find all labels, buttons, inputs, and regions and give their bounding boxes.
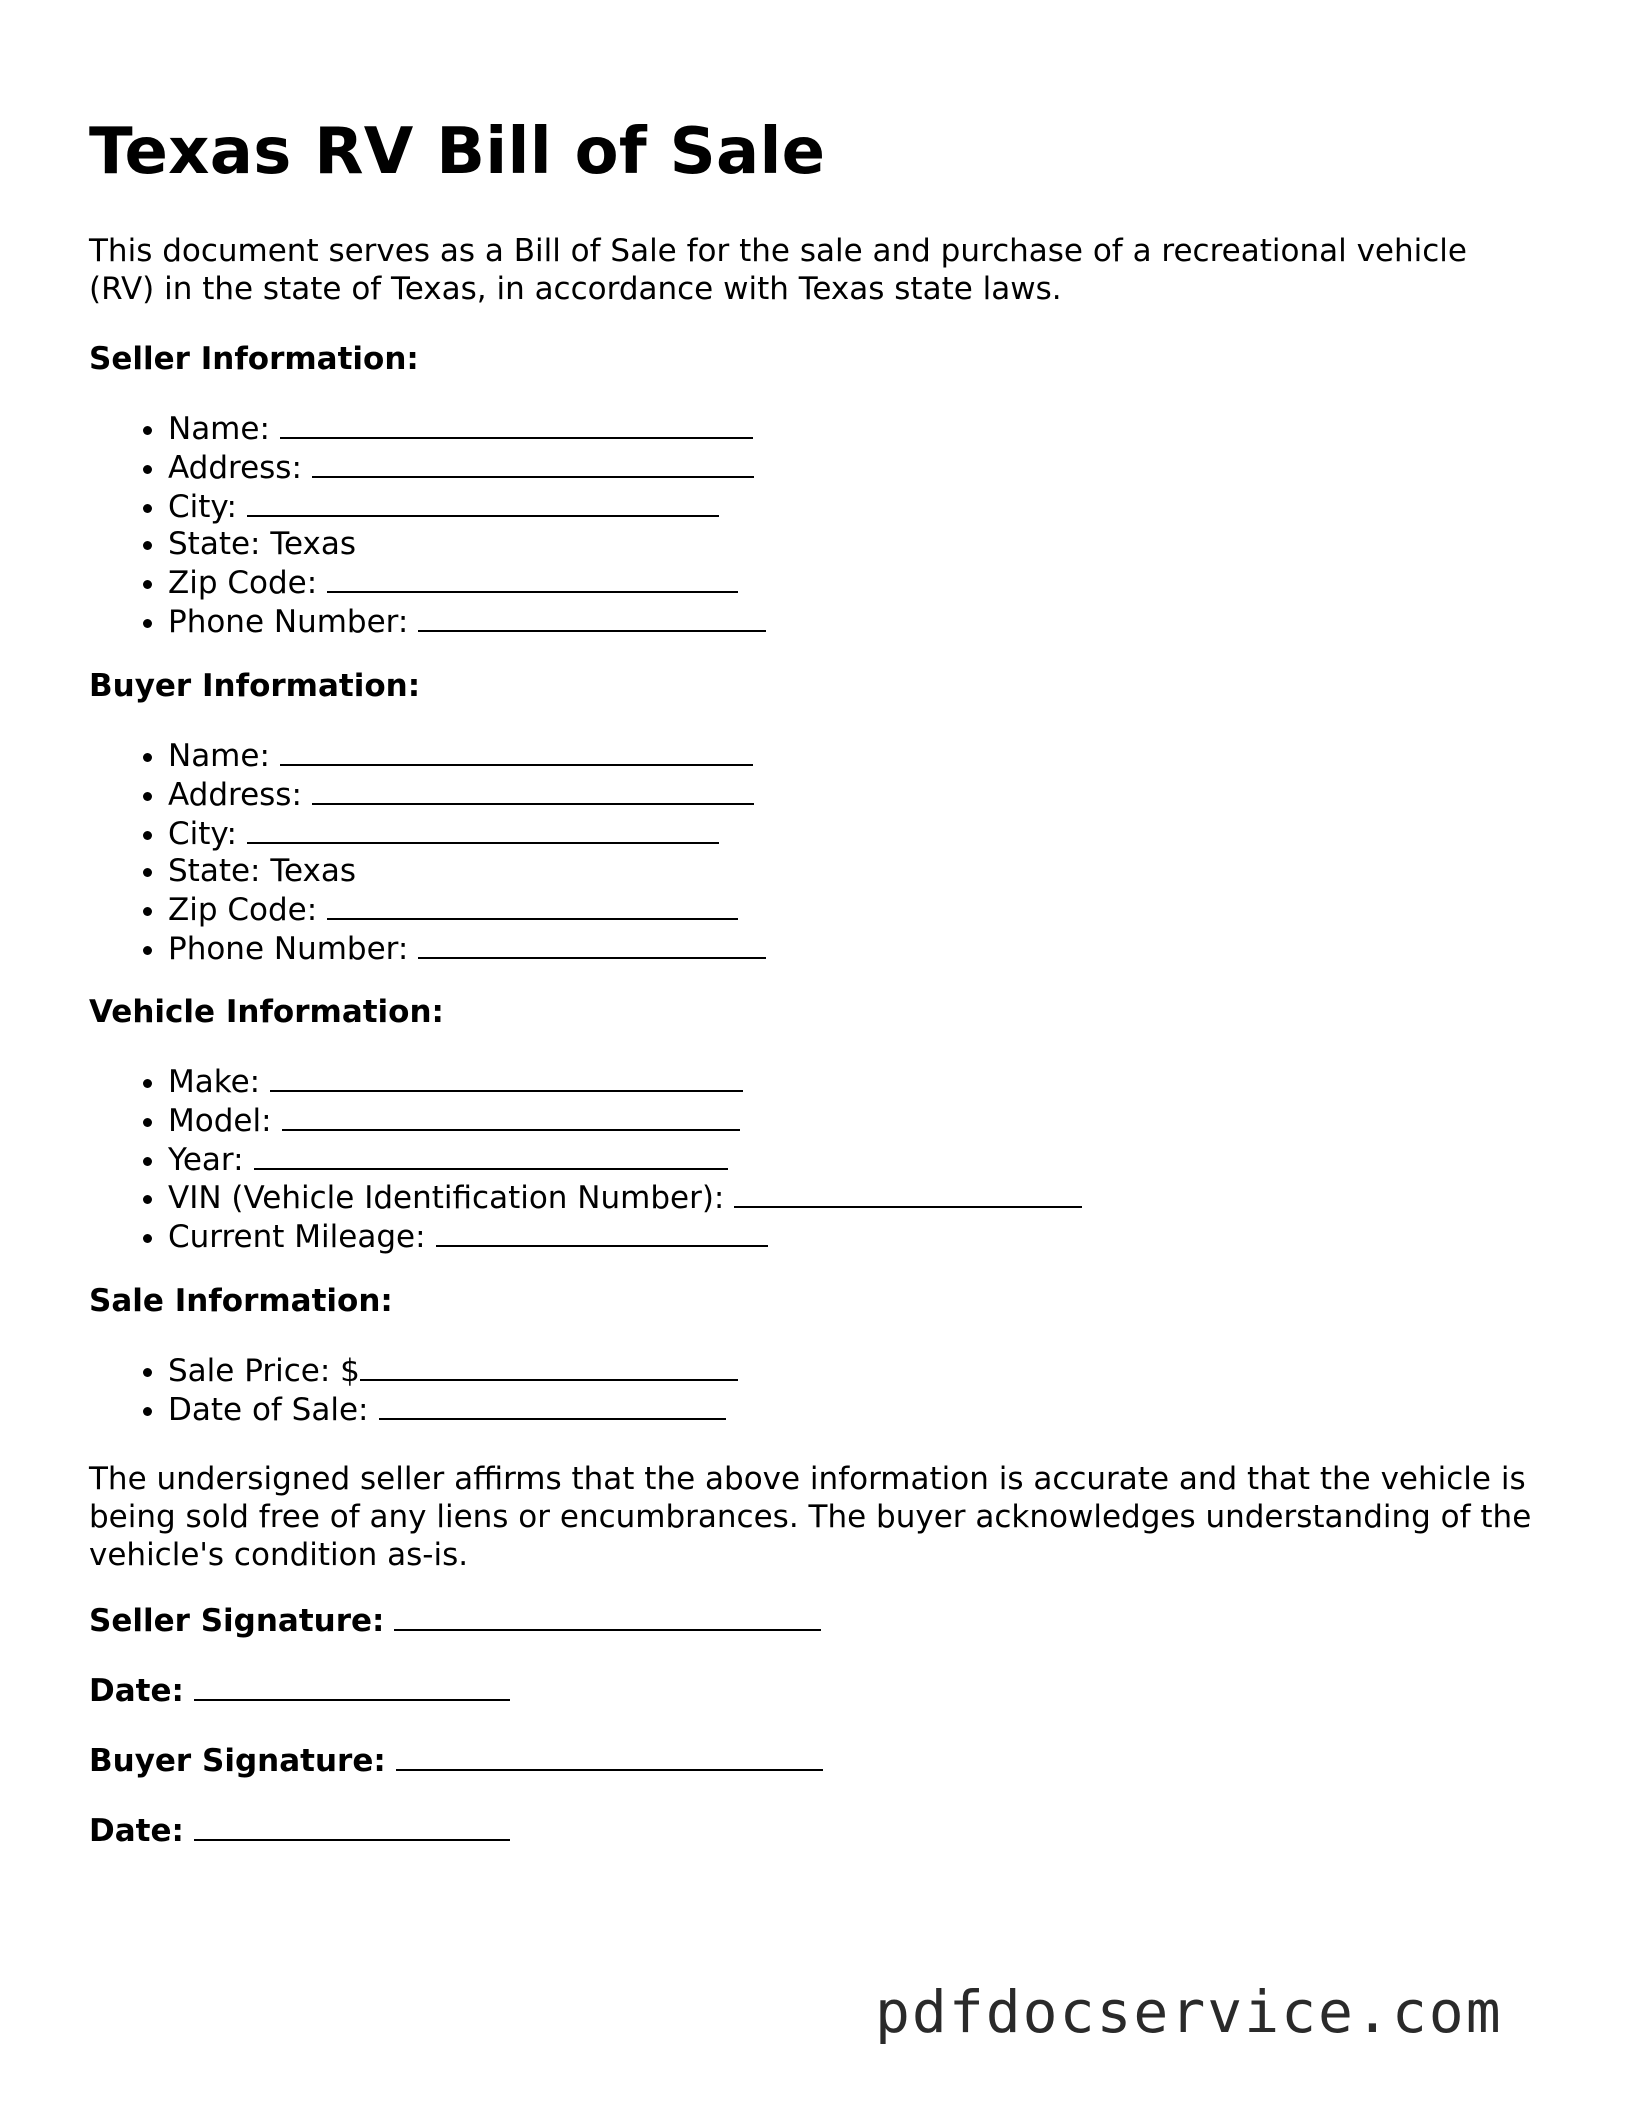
vehicle-year-line[interactable]	[254, 1141, 728, 1170]
seller-address-line[interactable]	[312, 449, 754, 478]
buyer-heading: Buyer Information:	[89, 668, 421, 704]
seller-phone-line[interactable]	[418, 603, 766, 632]
seller-zip-item	[168, 564, 766, 603]
seller-city-item	[168, 488, 766, 527]
buyer-signature-line[interactable]	[396, 1742, 823, 1771]
seller-signature-row	[89, 1602, 821, 1640]
vehicle-year-item	[168, 1141, 1082, 1180]
seller-heading: Seller Information:	[89, 341, 419, 377]
sale-price-label: Sale Price: $	[168, 1353, 360, 1389]
intro-paragraph: This document serves as a Bill of Sale for the sale and purchase of a recreational vehicle (RV) in the state of Texas, in accordance with Texas state laws.	[89, 233, 1467, 307]
buyer-date-row	[89, 1812, 510, 1850]
vehicle-year-label: Year:	[168, 1141, 244, 1178]
buyer-phone-label: Phone Number:	[168, 930, 409, 967]
sale-price-line[interactable]	[360, 1352, 738, 1381]
buyer-city-label: City:	[168, 815, 237, 852]
buyer-state-label: State: Texas	[168, 853, 357, 890]
buyer-zip-line[interactable]	[327, 891, 738, 920]
vehicle-make-line[interactable]	[270, 1063, 743, 1092]
vehicle-mileage-item	[168, 1218, 1082, 1257]
buyer-date-line[interactable]	[194, 1812, 510, 1841]
vehicle-heading: Vehicle Information:	[89, 994, 444, 1030]
sale-fields-list	[89, 1352, 738, 1430]
seller-zip-label: Zip Code:	[168, 565, 318, 602]
sale-date-line[interactable]	[379, 1391, 726, 1420]
seller-phone-item	[168, 603, 766, 642]
buyer-phone-item	[168, 930, 766, 969]
vehicle-model-line[interactable]	[282, 1102, 740, 1131]
buyer-fields-list	[89, 737, 766, 969]
seller-zip-line[interactable]	[327, 564, 738, 593]
seller-city-line[interactable]	[247, 488, 719, 517]
seller-date-row	[89, 1672, 510, 1710]
seller-name-item	[168, 410, 766, 449]
buyer-name-line[interactable]	[280, 737, 753, 766]
seller-phone-label: Phone Number:	[168, 603, 409, 640]
vehicle-make-item	[168, 1063, 1082, 1102]
seller-address-item	[168, 449, 766, 488]
seller-name-label: Name:	[168, 411, 270, 447]
buyer-state-item	[168, 853, 766, 891]
buyer-zip-label: Zip Code:	[168, 892, 318, 929]
watermark-text: pdfdocservice.com	[875, 1978, 1503, 2046]
buyer-name-item	[168, 737, 766, 776]
buyer-address-line[interactable]	[312, 776, 754, 805]
vehicle-mileage-label: Current Mileage:	[168, 1219, 426, 1256]
buyer-address-label: Address:	[168, 776, 302, 813]
vehicle-model-label: Model:	[168, 1102, 272, 1139]
vehicle-vin-line[interactable]	[734, 1179, 1082, 1208]
seller-address-label: Address:	[168, 449, 302, 486]
seller-date-line[interactable]	[194, 1672, 510, 1701]
sale-date-label: Date of Sale:	[168, 1391, 369, 1428]
vehicle-model-item	[168, 1102, 1082, 1141]
buyer-date-label: Date:	[89, 1813, 184, 1849]
seller-signature-label: Seller Signature:	[89, 1603, 385, 1639]
vehicle-vin-item	[168, 1179, 1082, 1218]
seller-fields-list	[89, 410, 766, 642]
buyer-name-label: Name:	[168, 738, 270, 774]
closing-paragraph: The undersigned seller affirms that the above information is accurate and that the vehicle is being sold free of any liens or encumbrances. The buyer acknowledges understanding of the vehicle's condition as-is.	[89, 1461, 1532, 1573]
document-title: Texas RV Bill of Sale	[89, 115, 826, 189]
buyer-address-item	[168, 776, 766, 815]
vehicle-fields-list	[89, 1063, 1082, 1257]
buyer-signature-label: Buyer Signature:	[89, 1743, 386, 1779]
buyer-signature-row	[89, 1742, 823, 1780]
seller-state-item	[168, 526, 766, 564]
buyer-zip-item	[168, 891, 766, 930]
seller-state-label: State: Texas	[168, 526, 357, 563]
buyer-city-item	[168, 815, 766, 854]
vehicle-make-label: Make:	[168, 1064, 261, 1100]
seller-date-label: Date:	[89, 1673, 184, 1709]
seller-city-label: City:	[168, 488, 237, 525]
seller-name-line[interactable]	[280, 410, 753, 439]
vehicle-mileage-line[interactable]	[436, 1218, 768, 1247]
seller-signature-line[interactable]	[394, 1602, 821, 1631]
vehicle-vin-label: VIN (Vehicle Identification Number):	[168, 1180, 725, 1217]
buyer-city-line[interactable]	[247, 815, 719, 844]
sale-heading: Sale Information:	[89, 1283, 393, 1319]
sale-price-item	[168, 1352, 738, 1391]
buyer-phone-line[interactable]	[418, 930, 766, 959]
sale-date-item	[168, 1391, 738, 1430]
